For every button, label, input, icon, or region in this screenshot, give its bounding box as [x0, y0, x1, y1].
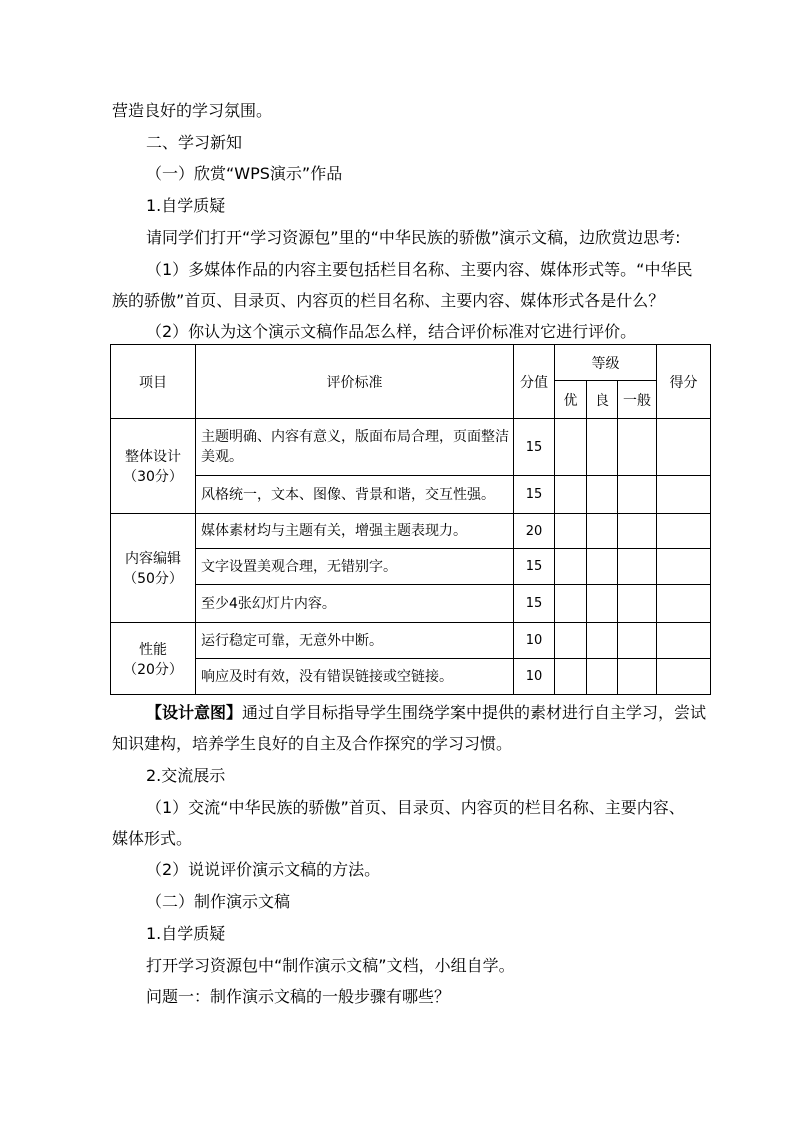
step-heading-self-study-2: 1.自学质疑	[146, 924, 226, 943]
header-criteria: 评价标准	[196, 345, 514, 419]
score-cell: 15	[514, 585, 555, 623]
grade-cell-excellent	[555, 514, 587, 549]
grade-cell-average	[618, 585, 657, 623]
group-points: （20分）	[123, 661, 183, 678]
grade-cell-good	[587, 659, 618, 695]
subsection-heading-make: （二）制作演示文稿	[146, 892, 291, 911]
instruction-paragraph: 请同学们打开“学习资源包”里的“中华民族的骄傲”演示文稿，边欣赏边思考:	[146, 228, 681, 247]
criterion-cell: 风格统一，文本、图像、背景和谐，交互性强。	[196, 476, 514, 514]
got-score-cell	[657, 549, 711, 585]
got-score-cell	[657, 514, 711, 549]
grade-cell-good	[587, 623, 618, 659]
got-score-cell	[657, 585, 711, 623]
header-score: 分值	[514, 345, 555, 419]
make-instruction: 打开学习资源包中“制作演示文稿”文档，小组自学。	[146, 956, 515, 975]
question-1-line-1: （1）多媒体作品的内容主要包括栏目名称、主要内容、媒体形式等。“中华民	[146, 260, 693, 279]
group-cell-content-editing	[111, 514, 196, 623]
criterion-cell: 媒体素材均与主题有关，增强主题表现力。	[196, 514, 514, 549]
score-cell: 15	[514, 549, 555, 585]
criterion-cell: 响应及时有效，没有错误链接或空链接。	[196, 659, 514, 695]
design-intent-label: 【设计意图】	[146, 703, 243, 722]
score-cell: 15	[514, 476, 555, 514]
grade-cell-average	[618, 549, 657, 585]
exchange-item-1-line-1: （1）交流“中华民族的骄傲”首页、目录页、内容页的栏目名称、主要内容、	[146, 798, 685, 817]
score-cell: 15	[514, 419, 555, 476]
step-heading-exchange: 2.交流展示	[146, 766, 226, 785]
got-score-cell	[657, 623, 711, 659]
header-grade: 等级	[555, 345, 657, 381]
grade-cell-average	[618, 476, 657, 514]
grade-cell-average	[618, 659, 657, 695]
table-row	[111, 585, 711, 623]
score-cell: 10	[514, 623, 555, 659]
grade-cell-excellent	[555, 549, 587, 585]
group-cell-overall-design	[111, 419, 196, 514]
section-heading-learn-new: 二、学习新知	[146, 133, 243, 152]
question-1-line-2: 族的骄傲”首页、目录页、内容页的栏目名称、主要内容、媒体形式各是什么？	[112, 291, 665, 310]
criterion-cell: 运行稳定可靠，无意外中断。	[196, 623, 514, 659]
grade-cell-excellent	[555, 659, 587, 695]
grade-cell-average	[618, 419, 657, 476]
design-intent-line-2: 知识建构，培养学生良好的自主及合作探究的学习习惯。	[112, 734, 513, 753]
got-score-cell	[657, 419, 711, 476]
subsection-heading-appreciate: （一）欣赏“WPS演示”作品	[146, 164, 343, 183]
header-got: 得分	[657, 345, 711, 419]
paragraph-continuation: 营造良好的学习氛围。	[112, 101, 273, 120]
group-name: 性能	[139, 641, 167, 658]
header-item: 项目	[111, 345, 196, 419]
grade-cell-average	[618, 623, 657, 659]
evaluation-table	[110, 344, 711, 695]
criterion-cell: 至少4张幻灯片内容。	[196, 585, 514, 623]
criterion-cell: 主题明确、内容有意义，版面布局合理，页面整洁美观。	[196, 419, 514, 476]
question-one: 问题一：制作演示文稿的一般步骤有哪些？	[146, 987, 451, 1006]
got-score-cell	[657, 659, 711, 695]
grade-cell-excellent	[555, 585, 587, 623]
grade-cell-average	[618, 514, 657, 549]
got-score-cell	[657, 476, 711, 514]
table-row	[111, 476, 711, 514]
header-grade-excellent: 优	[555, 381, 587, 419]
grade-cell-good	[587, 419, 618, 476]
header-grade-average: 一般	[618, 381, 657, 419]
group-name: 整体设计	[125, 449, 181, 465]
grade-cell-excellent	[555, 623, 587, 659]
group-cell-performance	[111, 623, 196, 695]
criterion-cell: 文字设置美观合理，无错别字。	[196, 549, 514, 585]
question-2: （2）你认为这个演示文稿作品怎么样，结合评价标准对它进行评价。	[146, 322, 637, 341]
table-row	[111, 419, 711, 476]
design-intent-text: 通过自学目标指导学生围绕学案中提供的素材进行自主学习，尝试	[242, 703, 707, 722]
exchange-item-1-line-2: 媒体形式。	[112, 829, 193, 848]
exchange-item-2: （2）说说评价演示文稿的方法。	[146, 860, 381, 879]
group-name: 内容编辑	[125, 551, 181, 567]
grade-cell-good	[587, 476, 618, 514]
grade-cell-good	[587, 514, 618, 549]
design-intent-line-1	[146, 703, 706, 723]
table-row	[111, 623, 711, 659]
step-heading-self-study: 1.自学质疑	[146, 196, 226, 215]
grade-cell-good	[587, 549, 618, 585]
group-points: （30分）	[123, 469, 183, 485]
score-cell: 20	[514, 514, 555, 549]
table-row	[111, 659, 711, 695]
header-grade-good: 良	[587, 381, 618, 419]
table-row	[111, 549, 711, 585]
group-points: （50分）	[123, 571, 183, 587]
score-cell: 10	[514, 659, 555, 695]
grade-cell-excellent	[555, 476, 587, 514]
table-row	[111, 514, 711, 549]
grade-cell-excellent	[555, 419, 587, 476]
grade-cell-good	[587, 585, 618, 623]
